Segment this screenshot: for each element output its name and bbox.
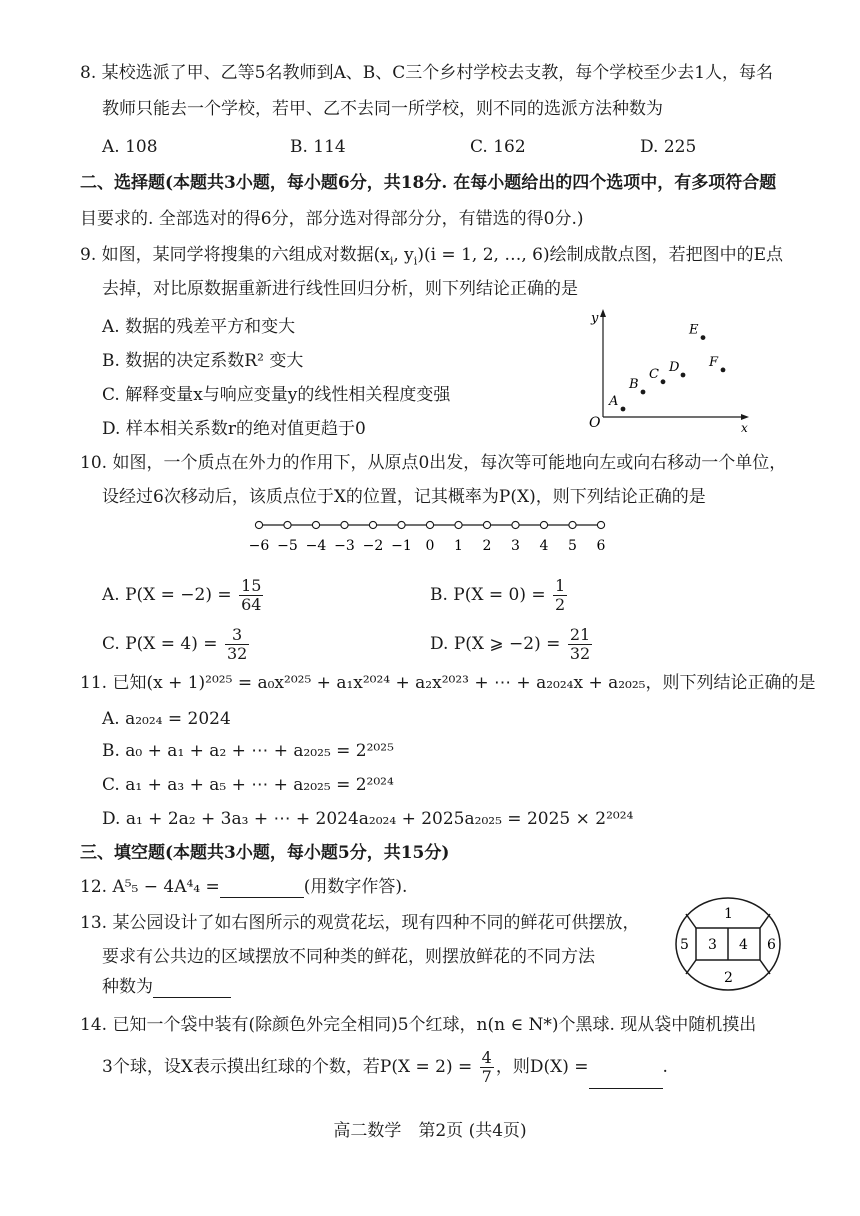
q8-line1: 8. 某校选派了甲、乙等5名教师到A、B、C三个乡村学校去支教，每个学校至少去1人，每名 bbox=[80, 63, 774, 83]
q10-option-b-label: B. P(X = 0) = bbox=[430, 585, 546, 605]
q9-option-b: B. 数据的决定系数R² 变大 bbox=[102, 351, 304, 371]
q10-option-c bbox=[102, 622, 251, 666]
q14-line1: 14. 已知一个袋中装有(除颜色外完全相同)5个红球，n(n ∈ N*)个黑球. 现从袋中随机摸出 bbox=[80, 1015, 757, 1035]
q9-line1: 9. 如图，某同学将搜集的六组成对数据($x_i$, $y_i)(i = 1$, 2, …, 6)绘制成散点图，若把图中的E点 bbox=[80, 245, 783, 268]
number-line-point bbox=[569, 521, 576, 528]
section2-line2: 目要求的. 全部选对的得6分，部分选对得部分分，有错选的得0分.) bbox=[80, 209, 584, 229]
q9-line1-a: 9. 如图，某同学将搜集的六组成对数据(x bbox=[80, 245, 390, 265]
q12-note: (用数字作答). bbox=[303, 877, 408, 897]
q11-option-b: B. a₀ + a₁ + a₂ + ⋯ + a₂₀₂₅ = 2²⁰²⁵ bbox=[102, 741, 394, 761]
scatter-label-d: D bbox=[669, 360, 680, 375]
q10-option-a-label: A. P(X = −2) = bbox=[102, 585, 232, 605]
number-line-point bbox=[426, 521, 433, 528]
q8-option-b: B. 114 bbox=[290, 137, 346, 157]
scatter-points bbox=[608, 323, 725, 412]
number-line-point bbox=[512, 521, 519, 528]
q14-fraction bbox=[480, 1049, 494, 1086]
q10-option-a bbox=[102, 573, 265, 617]
q11-option-a: A. a₂₀₂₄ = 2024 bbox=[102, 709, 231, 729]
q14-line2-end: . bbox=[662, 1057, 668, 1077]
scatter-label-f: F bbox=[709, 354, 719, 370]
scatter-label-b: B bbox=[629, 377, 639, 392]
q9-option-c: C. 解释变量x与响应变量y的线性相关程度变强 bbox=[102, 385, 451, 405]
scatter-label-c: C bbox=[649, 366, 659, 382]
number-line-tick-label: 0 bbox=[425, 538, 435, 554]
fraction-denominator: 7 bbox=[481, 1067, 492, 1086]
flower-bed-divider-tr bbox=[760, 914, 770, 928]
region-3-label: 3 bbox=[708, 937, 717, 953]
q11-option-d: D. a₁ + 2a₂ + 3a₃ + ⋯ + 2024a₂₀₂₄ + 2025a₂₀₂₅ = 2025 × 2²⁰²⁴ bbox=[102, 809, 634, 829]
number-line-point bbox=[540, 521, 547, 528]
fraction-denominator: 2 bbox=[555, 595, 566, 614]
fraction-numerator: 21 bbox=[569, 625, 591, 644]
fraction-denominator: 32 bbox=[569, 644, 591, 663]
section3-title: 三、填空题(本题共3小题，每小题5分，共15分) bbox=[80, 843, 450, 863]
q14-line2-pre: 3个球，设X表示摸出红球的个数，若P(X = 2) = bbox=[102, 1057, 473, 1077]
q10-option-c-fraction bbox=[225, 626, 249, 663]
q12-line bbox=[80, 876, 407, 898]
number-line-tick-label: 3 bbox=[511, 538, 520, 554]
section2-line1: 二、选择题(本题共3小题，每小题6分，共18分. 在每小题给出的四个选项中，有多项符合题 bbox=[80, 173, 777, 193]
flower-bed-divider-br bbox=[760, 960, 770, 974]
fraction-denominator: 64 bbox=[241, 595, 262, 614]
number-line-tick-label: 2 bbox=[482, 538, 492, 554]
q13-answer-blank[interactable] bbox=[153, 981, 231, 998]
number-line-tick-label: −1 bbox=[391, 538, 412, 554]
q10-line1: 10. 如图，一个质点在外力的作用下，从原点0出发，每次等可能地向左或向右移动一个单位， bbox=[80, 453, 787, 473]
q10-option-d bbox=[430, 622, 594, 666]
number-line-tick-label: −6 bbox=[248, 538, 270, 554]
flower-bed-divider-bl bbox=[686, 960, 696, 974]
q8-option-d: D. 225 bbox=[640, 137, 697, 157]
number-line-point bbox=[483, 521, 490, 528]
q9-option-a: A. 数据的残差平方和变大 bbox=[102, 317, 296, 337]
q14-line2-mid: ，则D(X) = bbox=[495, 1057, 589, 1077]
scatter-label-a: A bbox=[609, 394, 619, 409]
q9-line2: 去掉，对比原数据重新进行线性回归分析，则下列结论正确的是 bbox=[102, 279, 578, 299]
number-line-point bbox=[312, 521, 319, 528]
q13-line1: 13. 某公园设计了如右图所示的观赏花坛，现有四种不同的鲜花可供摆放， bbox=[80, 913, 640, 933]
q11-option-c: C. a₁ + a₃ + a₅ + ⋯ + a₂₀₂₅ = 2²⁰²⁴ bbox=[102, 775, 394, 795]
number-line-tick-label: −5 bbox=[277, 538, 298, 554]
scatter-point-e bbox=[701, 335, 706, 340]
scatter-point-c bbox=[661, 379, 666, 384]
fraction-numerator: 3 bbox=[225, 626, 249, 645]
x-axis-arrow-icon bbox=[741, 414, 749, 420]
number-line-tick-label: 1 bbox=[454, 538, 463, 554]
q13-line3-text: 种数为 bbox=[102, 977, 153, 997]
q11-stem: 11. 已知(x + 1)²⁰²⁵ = a₀x²⁰²⁵ + a₁x²⁰²⁴ + a₂x²⁰²³ + ⋯ + a₂₀₂₄x + a₂₀₂₅，则下列结论正确的是 bbox=[80, 673, 816, 693]
number-line-point bbox=[398, 521, 405, 528]
flower-bed-divider-tl bbox=[686, 914, 696, 928]
q9-line1-b: )(i = 1, 2, …, 6)绘制成散点图，若把图中的E点 bbox=[417, 245, 783, 265]
scatter-point-d bbox=[681, 373, 686, 378]
fraction-numerator: 4 bbox=[481, 1048, 492, 1067]
number-line-tick-label: 6 bbox=[596, 538, 606, 554]
q13-line2: 要求有公共边的区域摆放不同种类的鲜花，则摆放鲜花的不同方法 bbox=[102, 947, 595, 967]
q8-line2: 教师只能去一个学校，若甲、乙不去同一所学校，则不同的选派方法种数为 bbox=[102, 99, 663, 119]
number-line-point bbox=[341, 521, 348, 528]
q12-expression: 12. A⁵₅ − 4A⁴₄ = bbox=[80, 877, 220, 897]
q13-line3 bbox=[102, 976, 231, 998]
q10-option-c-label: C. P(X = 4) = bbox=[102, 634, 218, 654]
q14-line2 bbox=[102, 1045, 668, 1089]
fraction-numerator: 1 bbox=[555, 576, 566, 595]
number-line bbox=[245, 516, 615, 556]
flower-bed-diagram bbox=[672, 894, 784, 994]
q8-option-a: A. 108 bbox=[102, 137, 158, 157]
q10-option-a-fraction bbox=[239, 577, 263, 614]
q10-option-b bbox=[430, 573, 569, 617]
region-5-label: 5 bbox=[680, 937, 689, 953]
fraction-denominator: 32 bbox=[226, 644, 248, 663]
region-6-label: 6 bbox=[767, 937, 776, 953]
scatter-point-f bbox=[721, 368, 726, 373]
scatter-label-e: E bbox=[689, 322, 699, 338]
region-1-label: 1 bbox=[724, 906, 733, 922]
q10-option-d-fraction bbox=[568, 626, 592, 663]
number-line-tick-label: 5 bbox=[568, 538, 577, 554]
fraction-numerator: 15 bbox=[241, 576, 262, 595]
q10-line2: 设经过6次移动后，该质点位于X的位置，记其概率为P(X)，则下列结论正确的是 bbox=[102, 487, 706, 507]
page-footer: 高二数学 第2页 (共4页) bbox=[333, 1121, 527, 1141]
scatter-x-label: x bbox=[741, 421, 748, 435]
number-line-tick-label: −2 bbox=[362, 538, 384, 554]
scatter-y-label: y bbox=[591, 311, 599, 326]
number-line-point bbox=[369, 521, 376, 528]
scatter-plot bbox=[585, 305, 760, 435]
q10-option-b-fraction bbox=[553, 577, 567, 614]
scatter-origin-label: O bbox=[589, 415, 601, 431]
number-line-point bbox=[455, 521, 462, 528]
q8-option-c: C. 162 bbox=[470, 137, 526, 157]
number-line-tick-label: 4 bbox=[539, 538, 549, 554]
q9-option-d: D. 样本相关系数r的绝对值更趋于0 bbox=[102, 419, 366, 439]
q12-answer-blank[interactable] bbox=[220, 881, 304, 898]
q10-option-d-label: D. P(X ⩾ −2) = bbox=[430, 634, 561, 654]
q14-answer-blank[interactable] bbox=[589, 1072, 663, 1089]
number-line-tick-label: −3 bbox=[334, 538, 355, 554]
number-line-point bbox=[255, 521, 262, 528]
number-line-tick-label: −4 bbox=[305, 538, 327, 554]
scatter-point-a bbox=[621, 407, 626, 412]
y-axis-arrow-icon bbox=[600, 309, 606, 317]
number-line-point bbox=[284, 521, 291, 528]
scatter-point-b bbox=[641, 390, 646, 395]
region-2-label: 2 bbox=[724, 970, 733, 986]
region-4-label: 4 bbox=[739, 937, 748, 953]
number-line-point bbox=[597, 521, 604, 528]
